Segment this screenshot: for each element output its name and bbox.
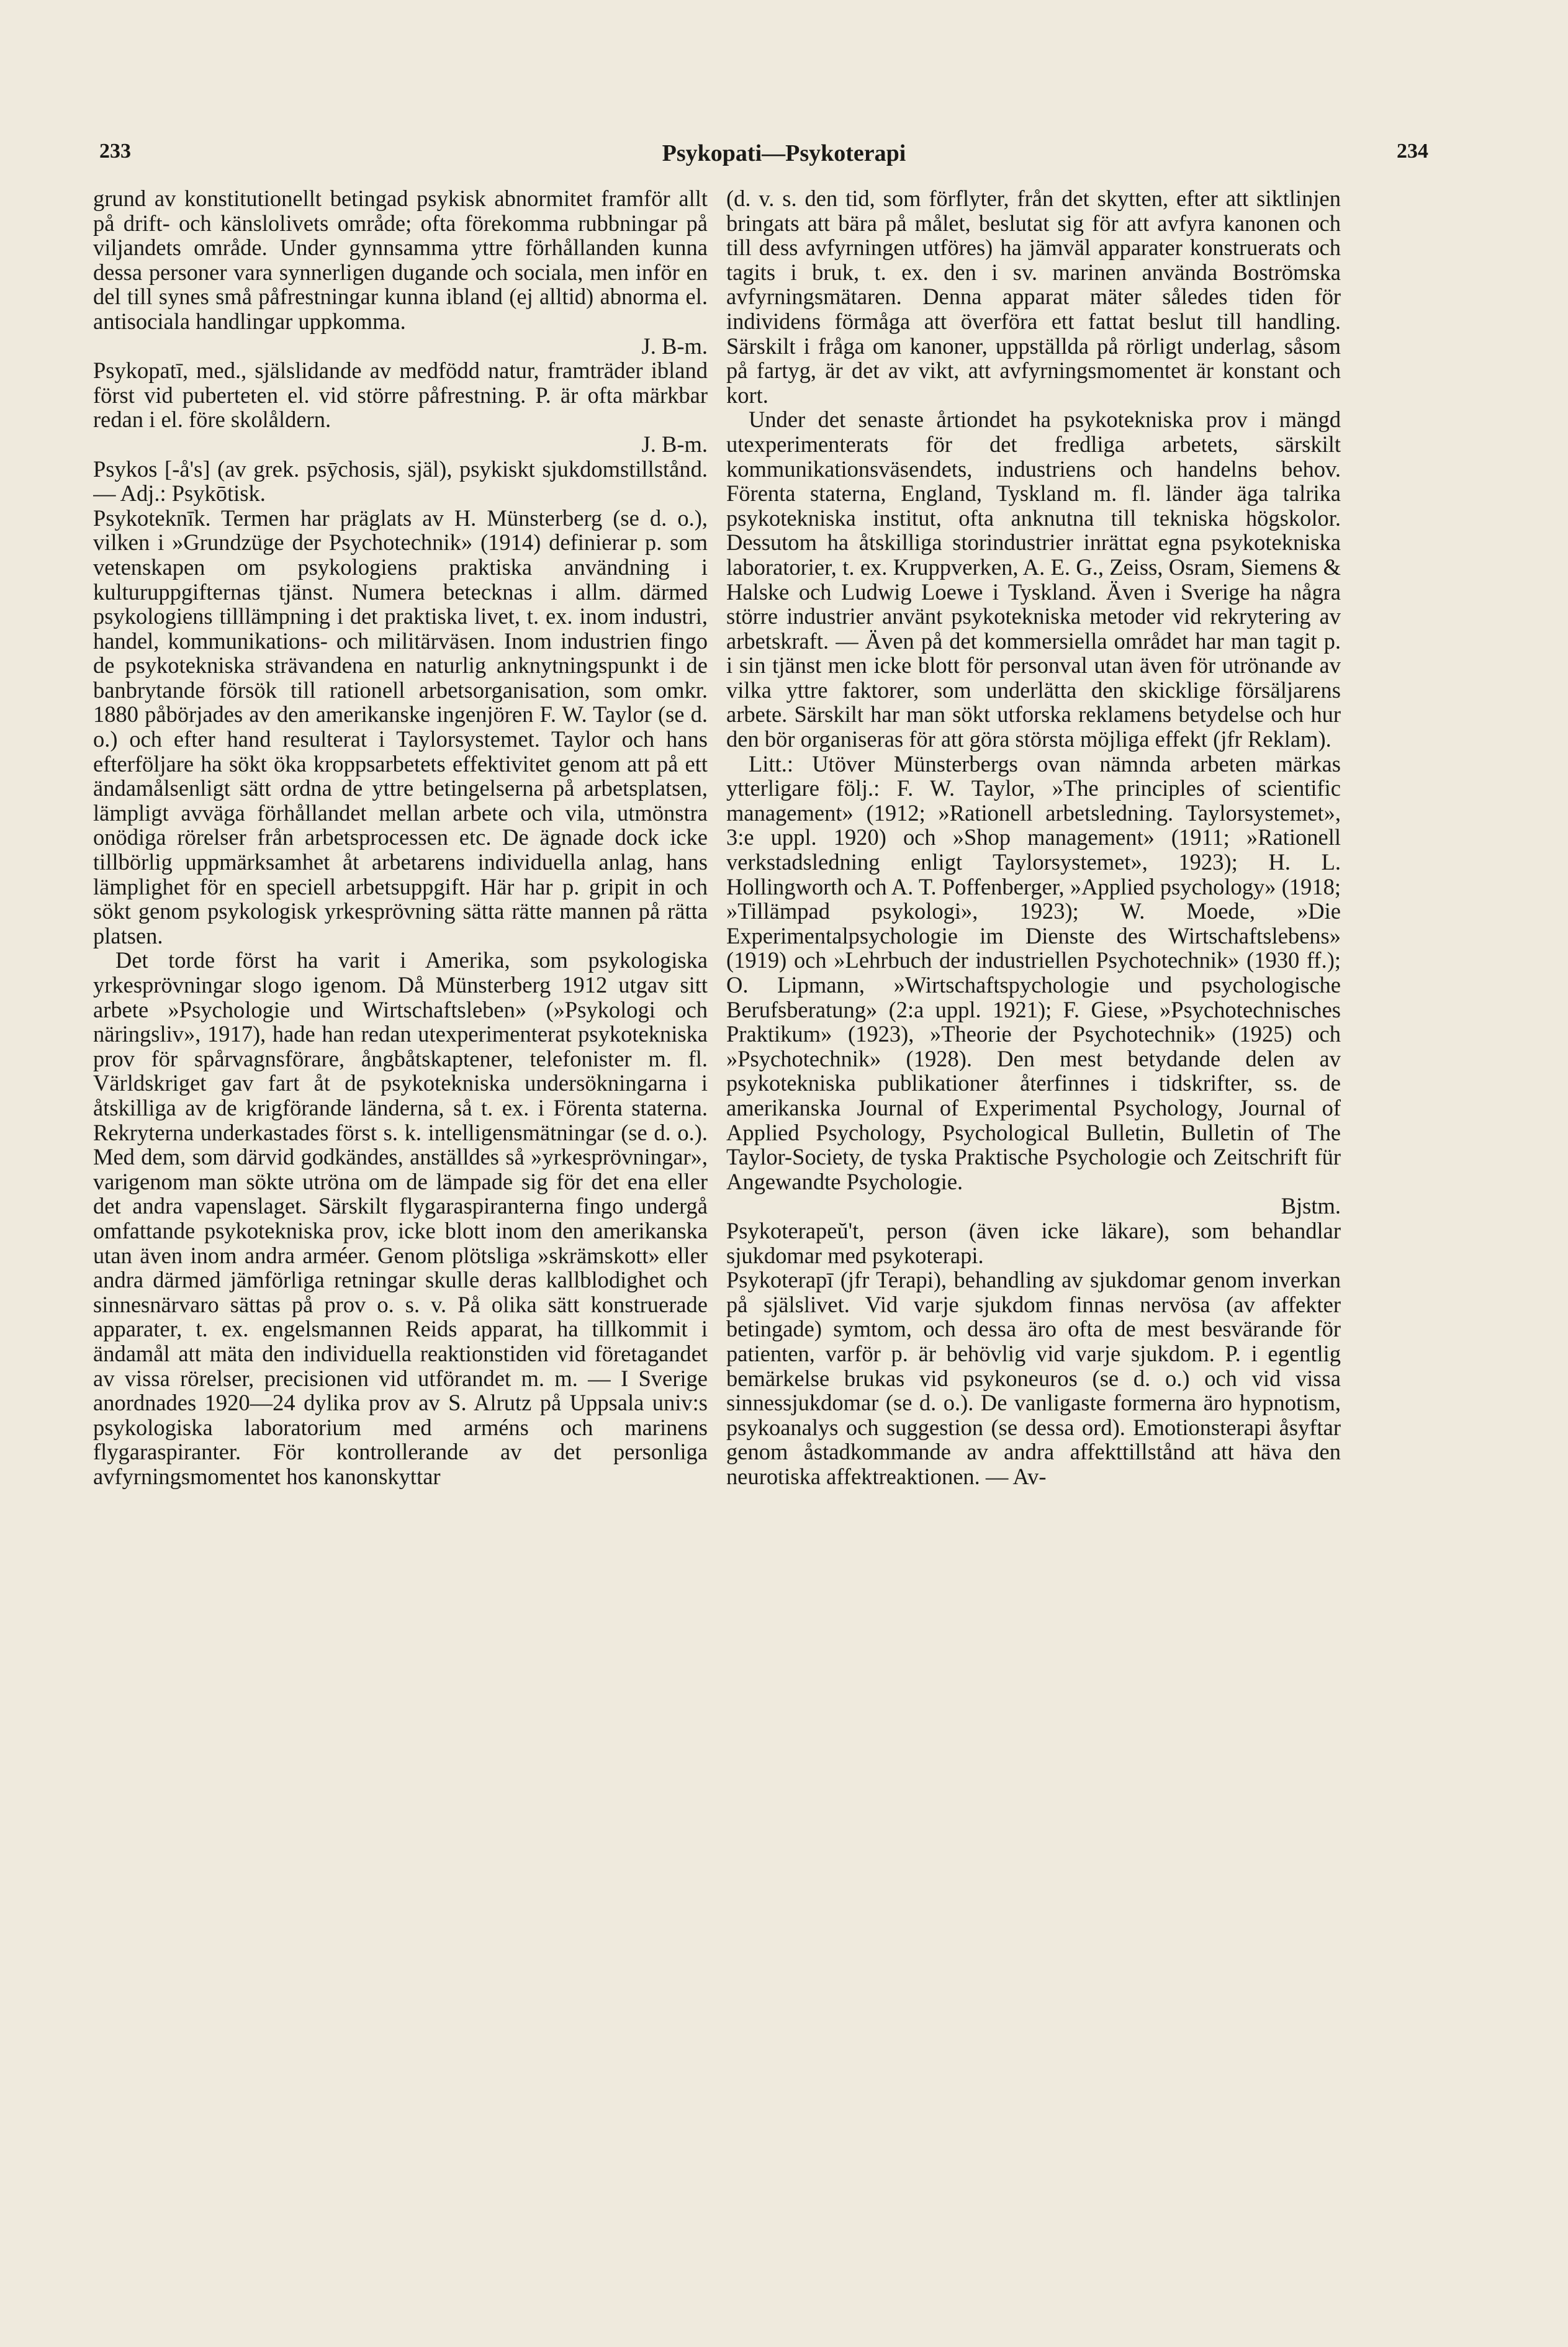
paragraph-psykoteknik-history: Det torde först ha varit i Amerika, som psykologiska yrkesprövningar slogo igenom. Då Münsterberg 1912 utgav sitt arbete »Psychologie und Wirtschaftsleben» (»Psykologi och näringsliv», 1917), hade han redan utexperimenterat psykotekniska prov för spårvagnsförare, ångbåtskaptener, telefonister m. fl. Världskriget gav fart åt de psykotekniska undersökningarna i åtskilliga av de krigförande länderna, så t. ex. i Förenta staterna. Rekryterna underkastades först s. k. intelligensmätningar (se d. o.). Med dem, som därvid godkändes, anställdes så »yrkesprövningar», varigenom man sökte utröna om de lämpade sig för det ena eller det andra vapenslaget. Särskilt flygaraspiranterna fingo undergå omfattande psykotekniska prov, icke blott inom den amerikanska utan även inom andra arméer. Genom plötsliga »skrämskott» eller andra därmed jämförliga retningar skulle deras kallblodighet och sinnesnärvaro sättas på prov o. s. v. På olika sätt konstruerade apparater, t. ex. engelsmannen Reids apparat, ha tillkommit i ändamål att mäta den individuella reaktionstiden vid företagandet av vissa rörelser, precisionen vid utförandet m. m. — I Sverige anordnades 1920—24 dylika prov av S. Alrutz på Uppsala univ:s psykologiska laboratorium med arméns och marinens flygaraspiranter. För kontrollerande av det personliga avfyrningsmomentet hos kanonskyttar xyxy=(93,947,708,1489)
page-number-right: 234 xyxy=(1397,140,1428,163)
paragraph-literature: Litt.: Utöver Münsterbergs ovan nämnda arbeten märkas ytterligare följ.: F. W. Taylor, »The principles of scientific management» (1912; »Rationell arbetsledning. Taylorsystemet», 3:e uppl. 1920) och »Shop management» (1911; »Rationell verkstadsledning enligt Taylorsystemet», 1923); H. L. Hollingworth och A. T. Poffenberger, »Applied psychology» (1918; »Tillämpad psykologi», 1923); W. Moede, »Die Experimentalpsychologie im Dienste des Wirtschaftslebens» (1919) och »Lehrbuch der industriellen Psychotechnik» (1930 ff.); O. Lipmann, »Wirtschaftspychologie und psychologische Berufsberatung» (2:a uppl. 1921); F. Giese, »Psychotechnisches Praktikum» (1923), »Theorie der Psychotechnik» (1925) och »Psychotechnik» (1928). Den mest betydande delen av psykotekniska publikationer återfinnes i tidskrifter, ss. de amerikanska Journal of Experimental Psychology, Journal of Applied Psychology, Psychological Bulletin, Bulletin of The Taylor-Society, de tyska Praktische Psychologie och Zeitschrift für Angewandte Psychologie. xyxy=(726,750,1341,1194)
running-head: Psykopati—Psykoterapi xyxy=(662,140,906,166)
author-signature: J. B-m. xyxy=(641,431,708,457)
entry-psykopati-med: Psykopatī, med., själslidande av medfödd natur, framträder ibland först vid puberteten el. vid större påfrestning. P. är ofta märkbar redan i el. före skolåldern. xyxy=(93,358,708,433)
entry-psykopati-continuation: grund av konstitutionellt betingad psykisk abnormitet framför allt på drift- och känslolivets område; ofta förekomma rubbningar på viljandets område. Under gynnsamma yttre förhållanden kunna dessa personer vara synnerligen dugande och sociala, men inför en del till synes små påfrestningar kunna ibland (ej alltid) abnorma el. antisociala handlingar uppkomma. xyxy=(93,186,708,334)
entry-psykoterapeut: Psykoterapeŭ't, person (även icke läkare), som behandlar sjukdomar med psykoterapi. xyxy=(726,1217,1341,1268)
paragraph-industry: Under det senaste årtiondet ha psykotekniska prov i mängd utexperimenterats för det fredliga arbetets, särskilt kommunikationsväsendets, industriens och handelns behov. Förenta staterna, England, Tyskland m. fl. länder äga talrika psykotekniska institut, ofta anknutna till tekniska högskolor. Dessutom ha åtskilliga storindustrier inrättat egna psykotekniska laboratorier, t. ex. Kruppverken, A. E. G., Zeiss, Osram, Siemens & Halske och Ludwig Loewe i Tyskland. Även i Sverige ha några större industrier använt psykotekniska metoder vid rekrytering av arbetskraft. — Även på det kommersiella området har man tagit p. i sin tjänst men icke blott för personval utan även för utrönande av vilka yttre faktorer, som underlätta den skicklige försäljarens arbete. Särskilt har man sökt utforska reklamens betydelse och hur den bör organiseras för att göra största möjliga effekt (jfr Reklam). xyxy=(726,407,1341,752)
left-column xyxy=(93,186,708,2297)
right-column xyxy=(726,186,1341,2297)
entry-psykos: Psykos [-å's] (av grek. psȳchosis, själ), psykiskt sjukdomstillstånd. — Adj.: Psykōtisk. xyxy=(93,456,708,507)
entry-psykoterapi: Psykoterapī (jfr Terapi), behandling av sjukdomar genom inverkan på själslivet. Vid varje sjukdom finnas nervösa (av affekter betingade) symtom, och dessa äro ofta de mest besvärande för patienten, varför p. är behövlig vid varje sjukdom. P. i egentlig bemärkelse brukas vid psykoneuros (se d. o.) och vid vissa sinnessjukdomar (se d. o.). De vanligaste formerna äro hypnotism, psykoanalys och suggestion (se dessa ord). Emotionsterapi åsyftar genom åstadkommande av andra affekttillstånd att häva den neurotiska affektreaktionen. — Av- xyxy=(726,1267,1341,1489)
author-signature: J. B-m. xyxy=(641,333,708,359)
page-number-left: 233 xyxy=(99,140,131,163)
page-header xyxy=(0,140,1568,177)
paragraph-avfyrning: (d. v. s. den tid, som förflyter, från det skytten, efter att siktlinjen bringats att bära på målet, beslutat sig för att avfyra kanonen och till dess avfyrningen utföres) ha jämväl apparater konstruerats och tagits i bruk, t. ex. den i sv. marinen använda Boströmska avfyrningsmätaren. Denna apparat mäter således tiden för individens förmåga att överföra ett fattat beslut till handling. Särskilt i fråga om kanoner, uppställda på rörligt underlag, såsom på fartyg, är det av vikt, att avfyrningsmomentet är konstant och kort. xyxy=(726,186,1341,408)
author-signature: Bjstm. xyxy=(1281,1193,1341,1219)
entry-psykoteknik: Psykoteknīk. Termen har präglats av H. Münsterberg (se d. o.), vilken i »Grundzüge der Psychotechnik» (1914) definierar p. som vetenskapen om psykologiens praktiska användning i kulturuppgifternas tjänst. Numera betecknas i allm. därmed psykologiens tilllämpning i det praktiska livet, t. ex. inom industri, handel, kommunikations- och militärväsen. Inom industrien fingo de psykotekniska strävandena en naturlig anknytningspunkt i de banbrytande försök till rationell arbetsorganisation, som omkr. 1880 påbörjades av den amerikanske ingenjören F. W. Taylor (se d. o.) och efter hand resulterat i Taylorsystemet. Taylor och hans efterföljare ha sökt öka kroppsarbetets effektivitet genom att på ett ändamålsenligt sätt ordna de yttre betingelserna på arbetsplatsen, lämpligt avväga förhållandet mellan arbete och vila, utmönstra onödiga rörelser från arbetsprocessen etc. De ägnade dock icke tillbörlig uppmärksamhet åt arbetarens individuella anlag, hans lämplighet för en speciell arbetsuppgift. Här har p. gripit in och sökt genom psykologisk yrkesprövning sätta rätte mannen på rätta platsen. xyxy=(93,505,708,948)
